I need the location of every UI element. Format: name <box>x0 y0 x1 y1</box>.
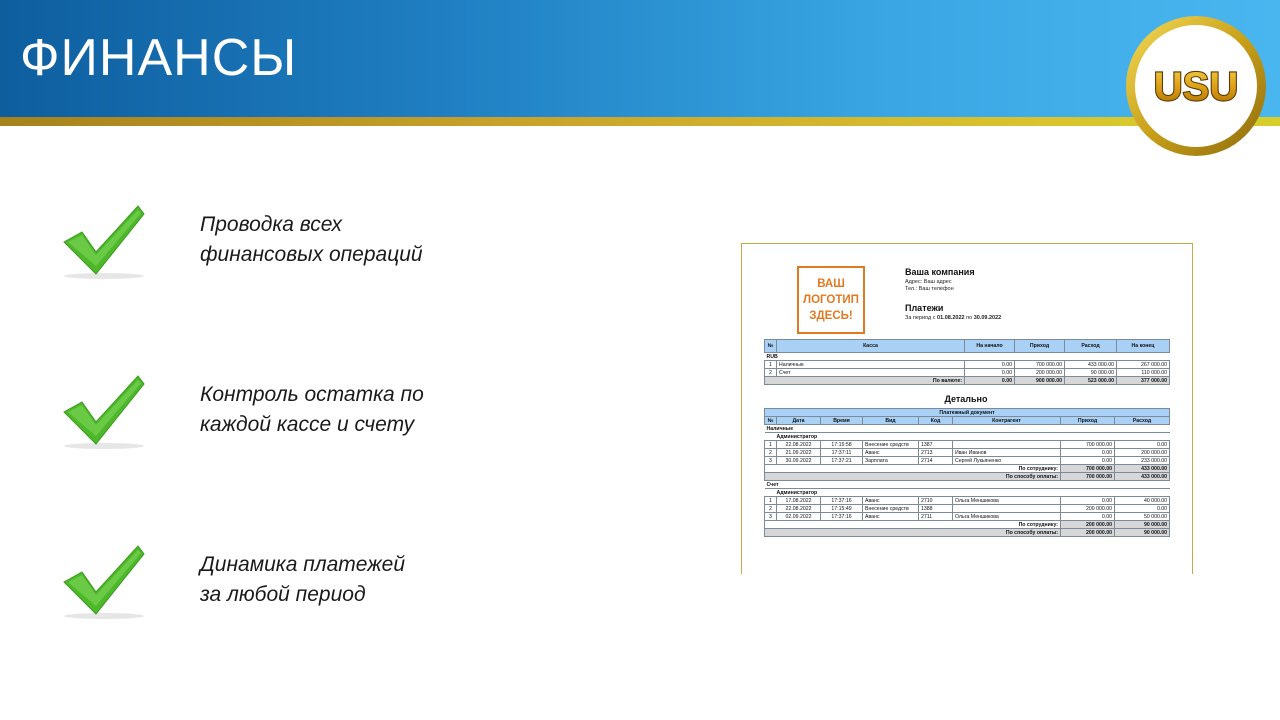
cell: 17:37:21 <box>821 457 863 465</box>
detail-header: Код <box>919 417 953 425</box>
bullet-line: Динамика платежей <box>200 553 406 576</box>
cell: 22.08.2022 <box>777 505 821 513</box>
cell: Наличные <box>777 361 965 369</box>
cell: 200 000.00 <box>1061 521 1115 529</box>
cell: 433 000.00 <box>1115 465 1170 473</box>
table-row <box>765 457 1170 465</box>
detail-table <box>764 408 1170 537</box>
total-label: По валюте: <box>765 377 965 385</box>
cell: 3 <box>765 513 777 521</box>
summary-header: На конец <box>1117 340 1170 353</box>
cell: 377 000.00 <box>1117 377 1170 385</box>
cell: 523 000.00 <box>1065 377 1117 385</box>
bullet-item-2 <box>0 366 680 466</box>
table-row <box>765 497 1170 505</box>
cell: 2714 <box>919 457 953 465</box>
cell: 0.00 <box>1061 457 1115 465</box>
summary-header: Расход <box>1065 340 1117 353</box>
section-name: Счет <box>765 481 1170 489</box>
logo-placeholder <box>797 266 865 334</box>
table-row <box>765 513 1170 521</box>
detail-header: Вид <box>863 417 919 425</box>
subtotal-label: По сотруднику: <box>765 465 1061 473</box>
usu-logo <box>1124 14 1268 158</box>
cell: 22.08.2022 <box>777 441 821 449</box>
bullet-text-3 <box>200 550 405 610</box>
cell: 90 000.00 <box>1115 521 1170 529</box>
cell: 0.00 <box>1061 513 1115 521</box>
cell: 21.09.2022 <box>777 449 821 457</box>
subtotal-label: По способу оплаты: <box>765 473 1061 481</box>
cell: 17:37:11 <box>821 449 863 457</box>
cell: 0.00 <box>1061 449 1115 457</box>
header-gold-strip <box>0 117 1280 126</box>
cell: 700 000.00 <box>1061 441 1115 449</box>
cell: Внесение средств <box>863 441 919 449</box>
checkmark-icon <box>58 200 150 282</box>
cell: 30.09.2022 <box>777 457 821 465</box>
period-mid: по <box>966 315 973 321</box>
cell: 0.00 <box>1115 505 1170 513</box>
summary-table <box>764 339 1170 385</box>
cell: Аванс <box>863 497 919 505</box>
cell: 200 000.00 <box>1115 449 1170 457</box>
section-name: Наличные <box>765 425 1170 433</box>
cell: Аванс <box>863 449 919 457</box>
cell: 900 000.00 <box>1015 377 1065 385</box>
report-period <box>905 315 1001 321</box>
cell: 1 <box>765 497 777 505</box>
cell: 0.00 <box>965 377 1015 385</box>
table-row <box>765 449 1170 457</box>
cell: 1 <box>765 361 777 369</box>
bullet-text-2 <box>200 380 424 440</box>
company-name: Ваша компания <box>905 267 975 277</box>
cell: 1 <box>765 441 777 449</box>
cell: 0.00 <box>1061 497 1115 505</box>
cell: Ольга Меншикова <box>953 513 1061 521</box>
cell: 3 <box>765 457 777 465</box>
cell: 267 000.00 <box>1117 361 1170 369</box>
cell: Внесение средств <box>863 505 919 513</box>
cell: 90 000.00 <box>1065 369 1117 377</box>
company-address: Адрес: Ваш адрес <box>905 279 952 285</box>
table-row <box>765 505 1170 513</box>
table-row <box>765 361 1170 369</box>
bullet-text-1 <box>200 210 423 270</box>
cell: 200 000.00 <box>1061 505 1115 513</box>
section-employee: Администратор <box>765 489 1170 497</box>
bullet-line: за любой период <box>200 583 366 606</box>
checkmark-icon <box>58 540 150 622</box>
cell: 17:37:16 <box>821 497 863 505</box>
cell: 700 000.00 <box>1061 473 1115 481</box>
cell: 50 000.00 <box>1115 513 1170 521</box>
subtotal-row <box>765 521 1170 529</box>
bullet-line: финансовых операций <box>200 243 423 266</box>
report-title: Платежи <box>905 303 944 313</box>
cell: 200 000.00 <box>1061 529 1115 537</box>
cell: 1387 <box>919 441 953 449</box>
bullet-line: Контроль остатка по <box>200 383 424 406</box>
detail-group-header: Платежный документ <box>765 409 1170 417</box>
detail-header: № <box>765 417 777 425</box>
cell: 0.00 <box>965 369 1015 377</box>
detail-header: Расход <box>1115 417 1170 425</box>
cell: 233 000.00 <box>1115 457 1170 465</box>
currency-group: RUB <box>765 353 1170 361</box>
detail-title: Детально <box>944 394 988 404</box>
cell: 433 000.00 <box>1065 361 1117 369</box>
summary-header: Приход <box>1015 340 1065 353</box>
summary-header: № <box>765 340 777 353</box>
cell: 02.09.2022 <box>777 513 821 521</box>
summary-header: Касса <box>777 340 965 353</box>
cell: 700 000.00 <box>1061 465 1115 473</box>
summary-header: На начало <box>965 340 1015 353</box>
subtotal-row <box>765 473 1170 481</box>
slide-title: ФИНАНСЫ <box>20 29 298 87</box>
bullet-line: каждой кассе и счету <box>200 413 415 436</box>
cell: 40 000.00 <box>1115 497 1170 505</box>
period-prefix: За период с <box>905 315 936 321</box>
table-row <box>765 441 1170 449</box>
bullet-item-1 <box>0 196 680 296</box>
cell: 90 000.00 <box>1115 529 1170 537</box>
cell: Счет <box>777 369 965 377</box>
cell: 2710 <box>919 497 953 505</box>
logo-placeholder-line: ВАШ <box>817 278 845 290</box>
bullet-line: Проводка всех <box>200 213 343 236</box>
subtotal-label: По способу оплаты: <box>765 529 1061 537</box>
cell: Зарплата <box>863 457 919 465</box>
cell: Сергей Лукьяненко <box>953 457 1061 465</box>
bullet-item-3 <box>0 536 680 636</box>
period-from: 01.08.2022 <box>937 315 965 321</box>
subtotal-label: По сотруднику: <box>765 521 1061 529</box>
cell <box>953 441 1061 449</box>
period-to: 30.09.2022 <box>973 315 1002 321</box>
logo-placeholder-line: ЗДЕСЬ! <box>809 310 853 322</box>
subtotal-row <box>765 529 1170 537</box>
checkmark-icon <box>58 370 150 452</box>
detail-header: Приход <box>1061 417 1115 425</box>
cell: 2711 <box>919 513 953 521</box>
cell: Аванс <box>863 513 919 521</box>
section-employee: Администратор <box>765 433 1170 441</box>
summary-total-row <box>765 377 1170 385</box>
cell: 433 000.00 <box>1115 473 1170 481</box>
cell: 2 <box>765 505 777 513</box>
cell: 17:15:58 <box>821 441 863 449</box>
cell: 110 000.00 <box>1117 369 1170 377</box>
table-row <box>765 369 1170 377</box>
subtotal-row <box>765 465 1170 473</box>
cell: 2 <box>765 369 777 377</box>
cell: 2 <box>765 449 777 457</box>
detail-header: Дата <box>777 417 821 425</box>
cell: 200 000.00 <box>1015 369 1065 377</box>
detail-header: Время <box>821 417 863 425</box>
cell: 17:15:49 <box>821 505 863 513</box>
cell: 0.00 <box>1115 441 1170 449</box>
cell: 0.00 <box>965 361 1015 369</box>
usu-logo-text: USU <box>1153 65 1239 109</box>
detail-header: Контрагент <box>953 417 1061 425</box>
cell: Иван Иванов <box>953 449 1061 457</box>
cell: 17.08.2022 <box>777 497 821 505</box>
payments-report-preview <box>741 243 1193 574</box>
cell: 17:37:16 <box>821 513 863 521</box>
cell: 2713 <box>919 449 953 457</box>
company-phone: Тел.: Ваш телефон <box>905 286 954 292</box>
cell <box>953 505 1061 513</box>
logo-placeholder-line: ЛОГОТИП <box>803 294 859 306</box>
cell: 700 000.00 <box>1015 361 1065 369</box>
cell: Ольга Меншикова <box>953 497 1061 505</box>
cell: 1388 <box>919 505 953 513</box>
